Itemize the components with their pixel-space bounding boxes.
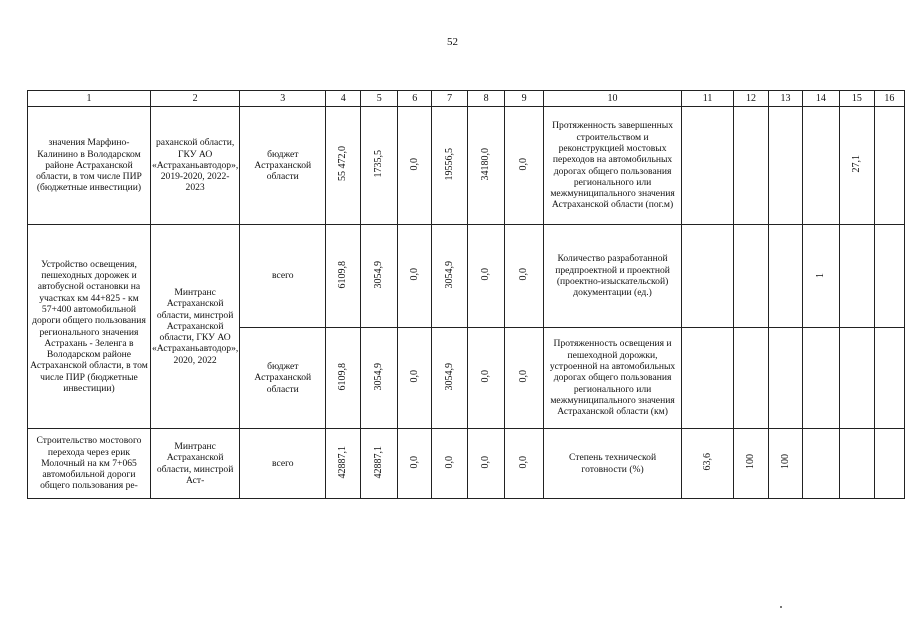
cell-funding-source: всего xyxy=(240,225,326,328)
cell-year-2: 0,0 xyxy=(408,455,420,469)
scan-speck xyxy=(780,606,782,608)
cell-object-name: Строительство мостового перехода через ерик Молочный на км 7+065 автомобильной дороги общего пользования ре- xyxy=(28,429,151,499)
cell-year-2: 0,0 xyxy=(408,268,420,281)
cell-executor: Минтранс Астраханской области, минстрой Аст- xyxy=(150,429,239,499)
cell-year-5: 0,0 xyxy=(518,268,530,281)
table-row xyxy=(28,429,905,499)
cell-total: 6109,8 xyxy=(337,362,349,391)
cell-year-4: 0,0 xyxy=(480,370,492,383)
cell-ind-4: 1 xyxy=(815,273,826,279)
cell-indicator: Количество разработанной предпроектной и проектной (проектно-изыскательской) документации (ед.) xyxy=(544,225,682,328)
cell-year-5: 0,0 xyxy=(518,455,530,469)
cell-year-2: 0,0 xyxy=(408,370,420,383)
col-header-5: 5 xyxy=(361,91,398,107)
cell-indicator: Протяженность освещения и пешеходной дорожки, устроенной на автомобильных дорогах общего пользования регионального или межмуниципального значения Астраханской области (км) xyxy=(544,328,682,429)
table-row xyxy=(28,107,905,225)
data-table xyxy=(27,90,905,499)
col-header-7: 7 xyxy=(432,91,468,107)
cell-year-5: 0,0 xyxy=(518,370,530,383)
col-header-9: 9 xyxy=(505,91,544,107)
col-header-1: 1 xyxy=(28,91,151,107)
cell-ind-5: 27,1 xyxy=(850,155,862,173)
col-header-4: 4 xyxy=(326,91,361,107)
col-header-10: 10 xyxy=(544,91,682,107)
cell-object-name: Устройство освещения, пешеходных дорожек и автобусной остановки на участках км 44+825 - км 57+400 автомобильной дороги общего пользования регионального значения Астрахань - Зеленга в Володарском районе Астраханской области, в том числе ПИР (бюджетные инвестиции) xyxy=(28,225,151,429)
cell-executor: раханской области, ГКУ АО «Астраханьавтодор», 2019-2020, 2022-2023 xyxy=(150,107,239,225)
col-header-6: 6 xyxy=(398,91,432,107)
col-header-13: 13 xyxy=(768,91,802,107)
cell-total: 6109,8 xyxy=(337,260,349,289)
page-number: 52 xyxy=(447,36,458,48)
cell-year-4: 0,0 xyxy=(480,455,492,469)
cell-year-1: 3054,9 xyxy=(373,260,385,289)
cell-ind-2: 100 xyxy=(745,454,757,470)
cell-funding-source: бюджет Астраханской области xyxy=(240,107,326,225)
cell-year-2: 0,0 xyxy=(408,157,420,171)
cell-funding-source: всего xyxy=(240,429,326,499)
col-header-14: 14 xyxy=(802,91,839,107)
cell-year-3: 3054,9 xyxy=(443,260,455,289)
col-header-3: 3 xyxy=(240,91,326,107)
cell-indicator: Протяженность завершенных строительством и реконструкцией мостовых переходов на автомобильных дорогах общего пользования регионального или межмуниципального значения Астраханской области (пог.м) xyxy=(544,107,682,225)
col-header-8: 8 xyxy=(468,91,505,107)
cell-indicator: Степень технической готовности (%) xyxy=(544,429,682,499)
cell-total: 42887,1 xyxy=(337,445,349,479)
cell-year-1: 42887,1 xyxy=(373,445,385,479)
cell-ind-1: 63,6 xyxy=(701,453,713,471)
col-header-15: 15 xyxy=(839,91,874,107)
col-header-2: 2 xyxy=(150,91,239,107)
cell-year-4: 34180,0 xyxy=(480,147,492,181)
cell-year-1: 3054,9 xyxy=(373,362,385,391)
cell-year-3: 3054,9 xyxy=(443,362,455,391)
cell-year-4: 0,0 xyxy=(480,268,492,281)
cell-object-name: значения Марфино-Калинино в Володарском районе Астраханской области, в том числе ПИР (бюджетные инвестиции) xyxy=(28,107,151,225)
cell-total: 55 472,0 xyxy=(337,146,349,182)
col-header-16: 16 xyxy=(874,91,904,107)
cell-ind-3: 100 xyxy=(779,454,791,470)
table-row xyxy=(28,225,905,328)
cell-year-3: 0,0 xyxy=(443,455,455,469)
cell-funding-source: бюджет Астраханской области xyxy=(240,328,326,429)
col-header-11: 11 xyxy=(682,91,734,107)
cell-executor: Минтранс Астраханской области, минстрой Астраханской области, ГКУ АО «Астраханьавтодор», 2020, 2022 xyxy=(150,225,239,429)
col-header-12: 12 xyxy=(733,91,768,107)
cell-year-5: 0,0 xyxy=(518,157,530,171)
cell-year-3: 19556,5 xyxy=(443,147,455,181)
cell-year-1: 1735,5 xyxy=(373,150,385,178)
header-row xyxy=(28,91,905,107)
